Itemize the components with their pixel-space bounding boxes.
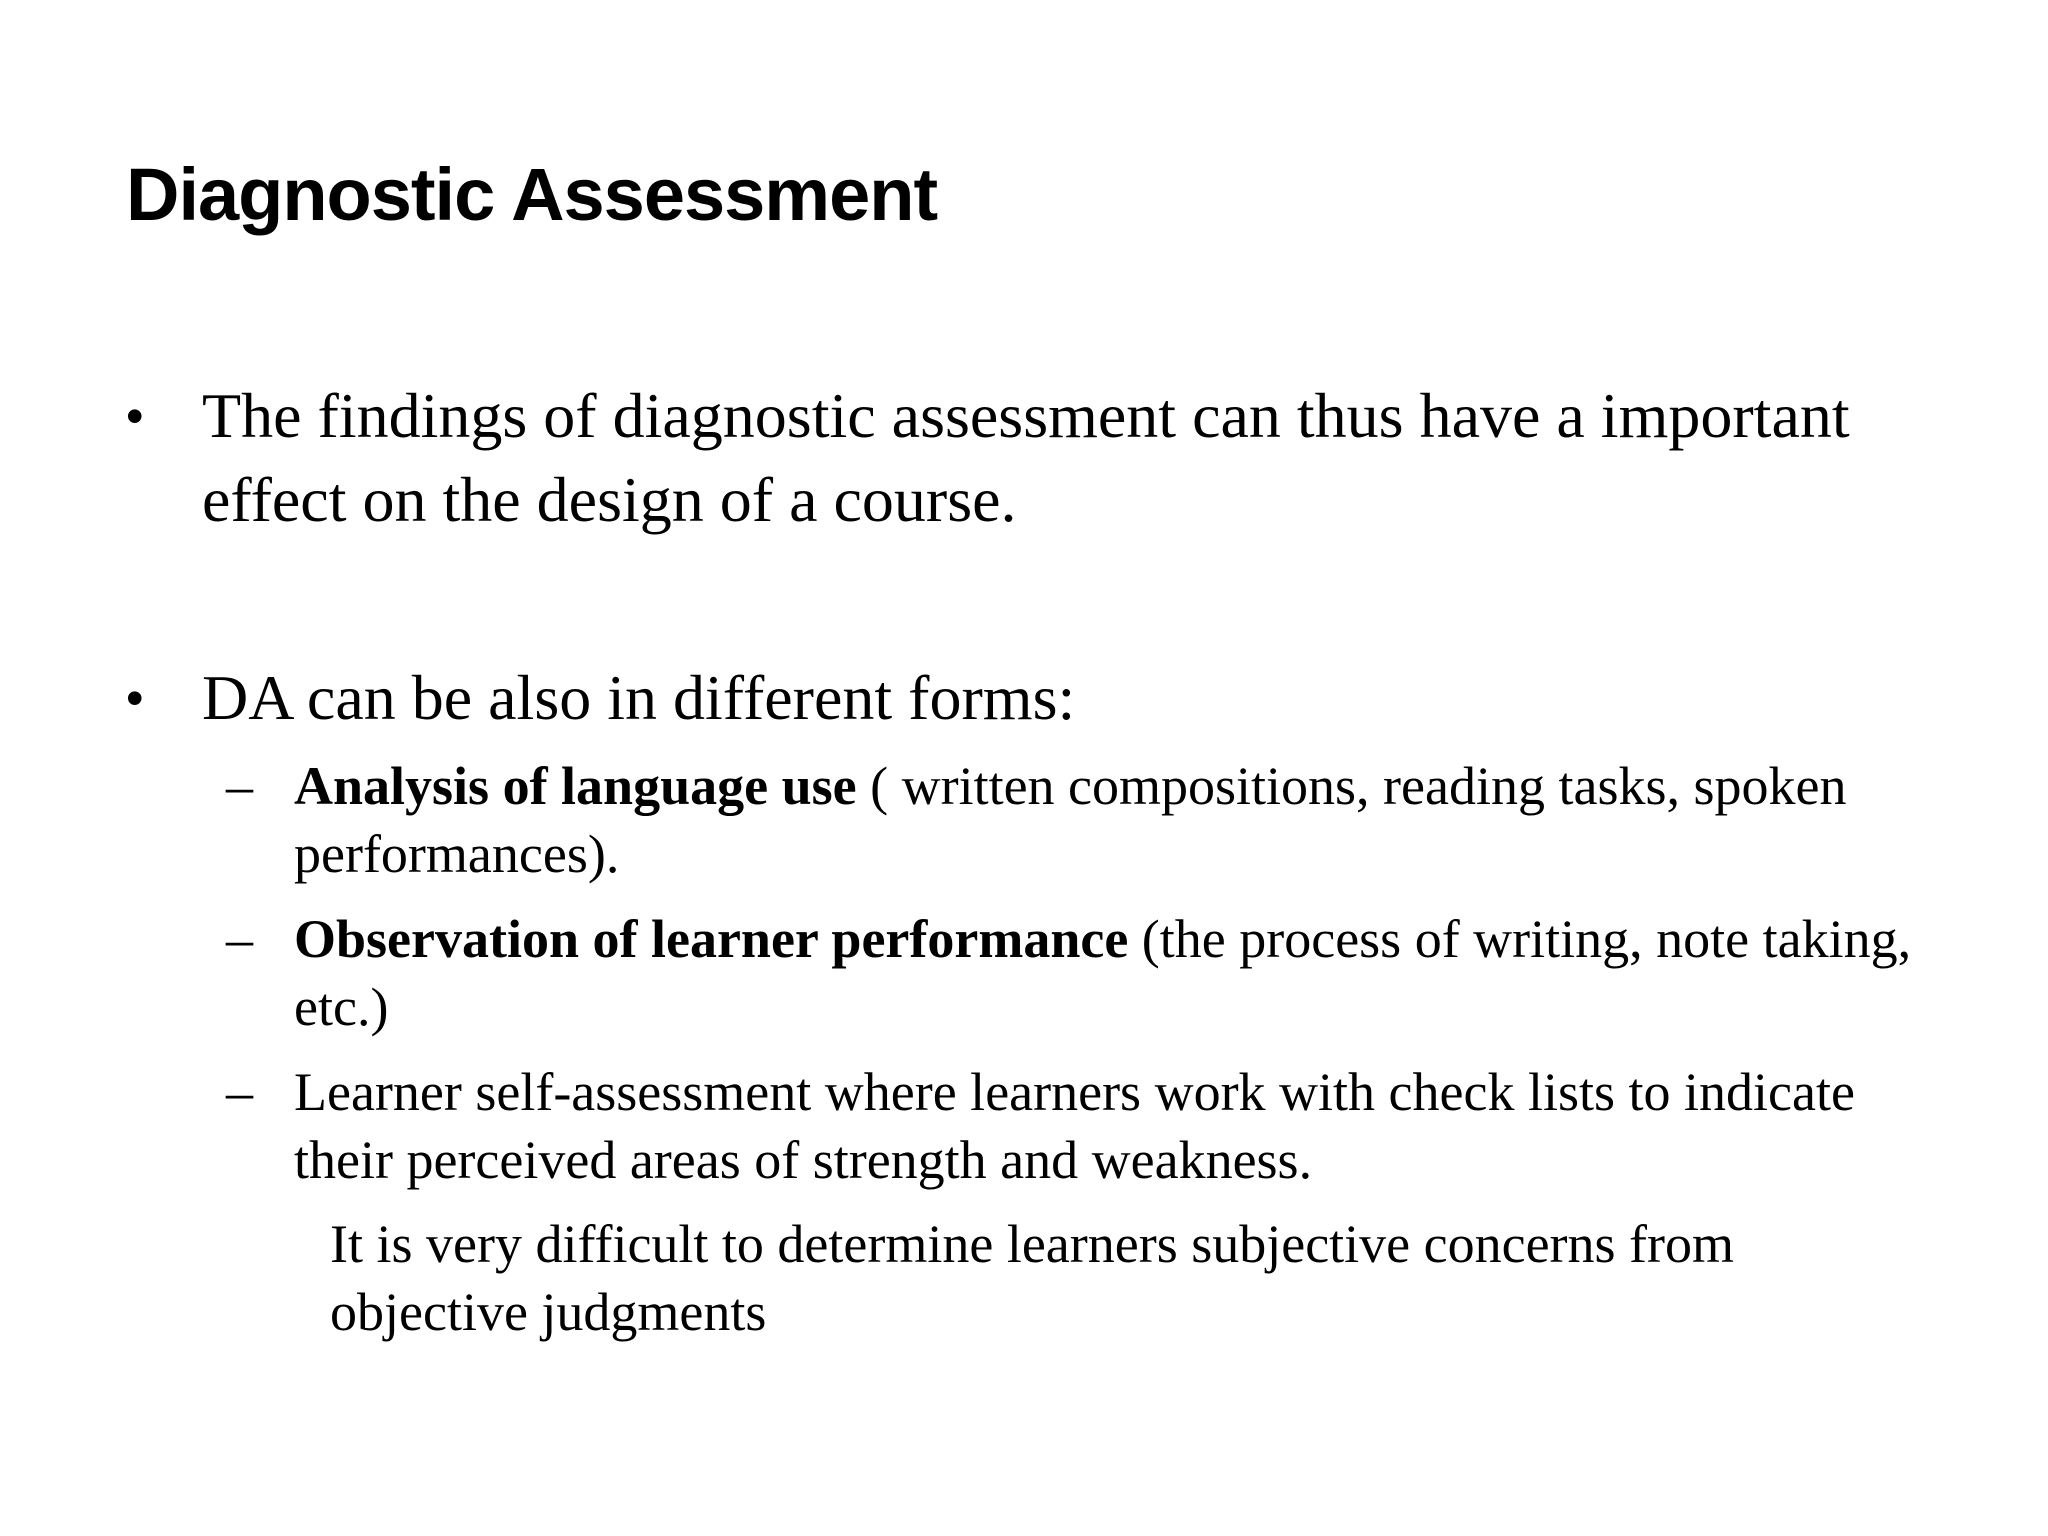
sub-item-text (294, 752, 1954, 888)
sub-item (226, 1058, 1954, 1194)
sub-item-detail: (the process of writing, note taking, etc.) (294, 909, 1912, 1037)
bullet-item (126, 374, 1962, 542)
slide-title: Diagnostic Assessment (126, 153, 938, 236)
note-text: It is very difficult to determine learners subjective concerns from objective judgments (330, 1214, 1734, 1342)
sub-item (226, 905, 1954, 1041)
sub-item-detail: ( written compositions, reading tasks, spoken performances). (294, 756, 1847, 884)
bullet-marker: • (126, 670, 144, 726)
sub-item-text (294, 1058, 1954, 1194)
bullet-text: DA can be also in different forms: (202, 662, 1076, 733)
bullet-item (126, 656, 1962, 740)
bullet-marker: • (126, 388, 144, 444)
sub-item-marker: – (226, 756, 253, 816)
bullet-text: The findings of diagnostic assessment can thus have a important effect on the design of a course. (202, 380, 1850, 535)
sub-item-marker: – (226, 909, 253, 969)
sub-item-bold-term: Observation of learner performance (294, 909, 1129, 969)
sub-item-text (294, 905, 1954, 1041)
sub-item (226, 752, 1954, 888)
sub-item-marker: – (226, 1062, 253, 1122)
sub-item-detail: Learner self-assessment where learners work with check lists to indicate their perceived areas of strength and weakness. (294, 1062, 1855, 1190)
sub-item-bold-term: Analysis of language use (294, 756, 857, 816)
